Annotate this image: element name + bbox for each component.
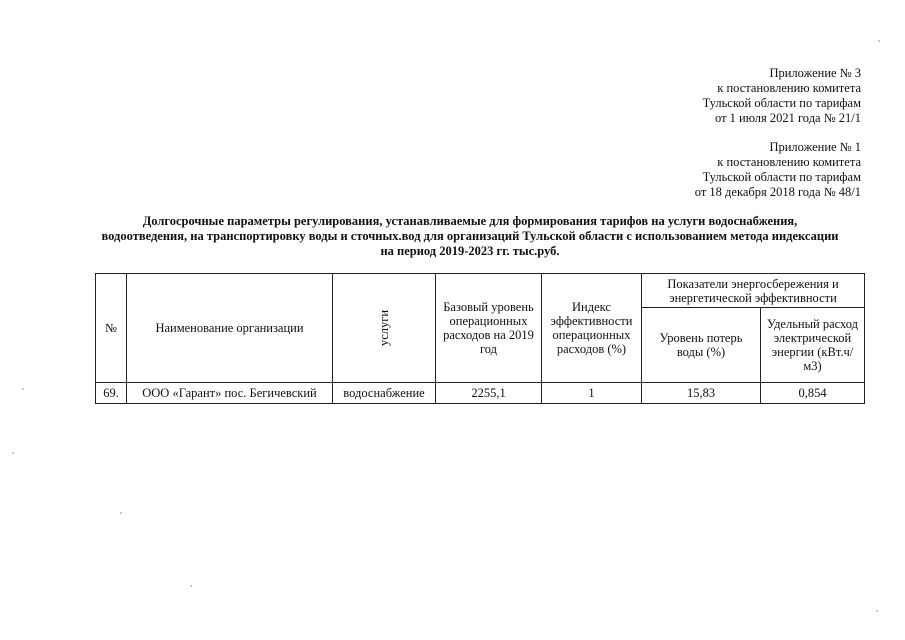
header-services-label: услуги — [376, 309, 391, 347]
appendix-1-line1: Приложение № 1 — [769, 140, 861, 154]
scan-speck — [22, 388, 24, 390]
appendix-3-block — [703, 66, 861, 126]
appendix-3-line1: Приложение № 3 — [769, 66, 861, 80]
header-services — [333, 274, 436, 383]
header-base-level: Базовый уровень операционных расходов на 2019 год — [436, 274, 542, 383]
scan-speck — [876, 610, 878, 612]
header-electricity: Удельный расход электрической энергии (кВт.ч/м3) — [761, 308, 865, 383]
appendix-3-line4: от 1 июля 2021 года № 21/1 — [714, 111, 861, 125]
header-efficiency-index: Индекс эффективности операционных расходов (%) — [542, 274, 642, 383]
cell-base-level: 2255,1 — [436, 383, 542, 404]
cell-electricity: 0,854 — [761, 383, 865, 404]
cell-efficiency-index: 1 — [542, 383, 642, 404]
header-number: № — [96, 274, 127, 383]
appendix-1-line2: к постановлению комитета — [717, 155, 861, 169]
title-line3: на период 2019-2023 гг. тыс.руб. — [380, 244, 560, 258]
cell-org-name: ООО «Гарант» пос. Бегичевский — [127, 383, 333, 404]
cell-services: водоснабжение — [333, 383, 436, 404]
parameters-table — [95, 273, 865, 404]
header-water-loss: Уровень потерь воды (%) — [642, 308, 761, 383]
table-row — [96, 383, 865, 404]
appendix-3-line3: Тульской области по тарифам — [702, 96, 861, 110]
appendix-3-line2: к постановлению комитета — [717, 81, 861, 95]
scan-speck — [190, 585, 192, 587]
cell-water-loss: 15,83 — [642, 383, 761, 404]
appendix-1-block — [695, 140, 861, 200]
title-line2: водоотведения, на транспортировку воды и сточных.вод для организаций Тульской области с использованием метода индексации — [101, 229, 839, 243]
scan-speck — [878, 40, 880, 42]
header-org-name: Наименование организации — [127, 274, 333, 383]
document-title — [70, 214, 870, 259]
appendix-1-line4: от 18 декабря 2018 года № 48/1 — [694, 185, 861, 199]
cell-number: 69. — [96, 383, 127, 404]
scan-speck — [120, 512, 122, 514]
appendix-1-line3: Тульской области по тарифам — [702, 170, 861, 184]
title-line1: Долгосрочные параметры регулирования, устанавливаемые для формирования тарифов на услуги водоснабжения, — [142, 214, 798, 228]
scan-speck — [12, 452, 14, 454]
table-header-row-1 — [96, 274, 865, 308]
header-energy-group: Показатели энергосбережения и энергетической эффективности — [642, 274, 865, 308]
